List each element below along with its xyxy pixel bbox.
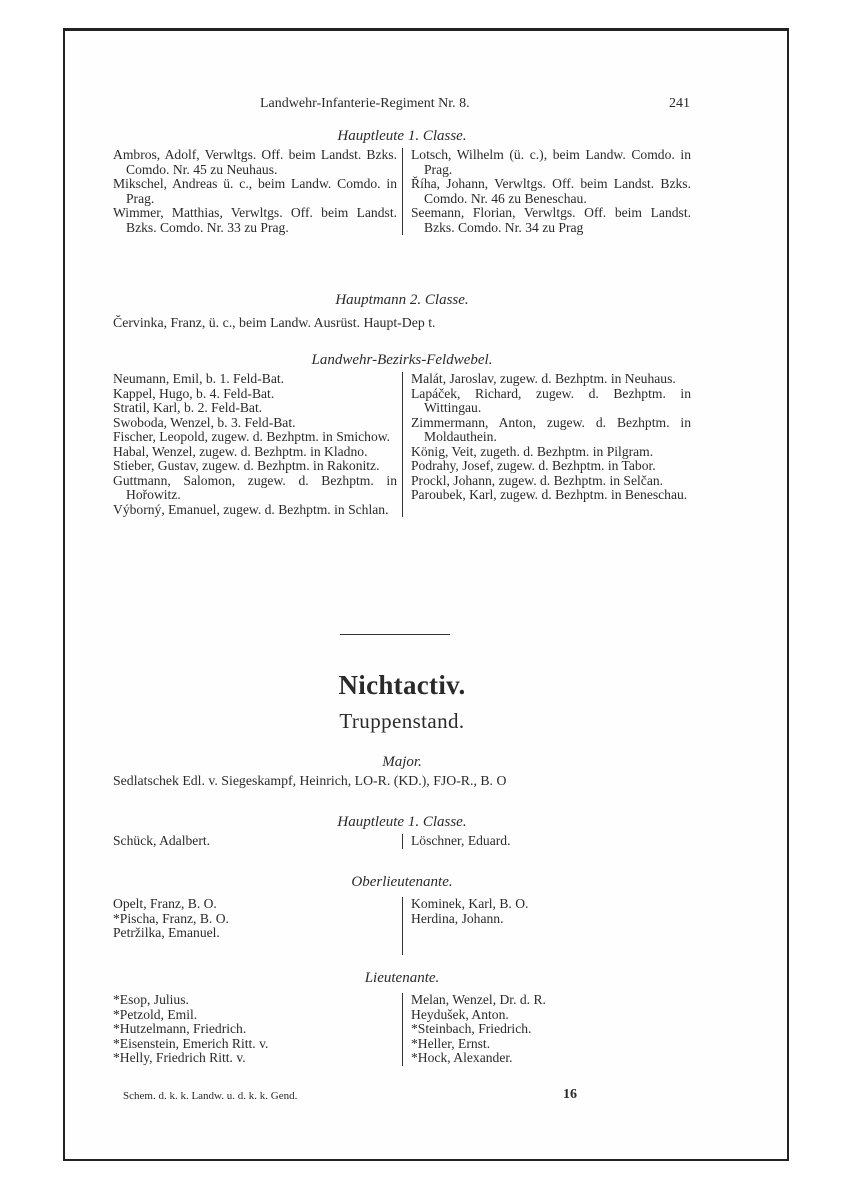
list-item: Löschner, Eduard. xyxy=(411,833,511,848)
list-item: *Heller, Ernst. xyxy=(411,1035,491,1051)
list-item: Lapáček, Richard, zugew. d. Bezhptm. in Wittingau. xyxy=(411,385,691,415)
page-number: 241 xyxy=(669,96,690,111)
list-item: *Esop, Julius. xyxy=(113,992,189,1007)
list-item: Červinka, Franz, ü. c., beim Landw. Ausrüst. Haupt-Dep t. xyxy=(113,315,436,330)
list-item: Swoboda, Wenzel, b. 3. Feld-Bat. xyxy=(113,414,296,430)
list-item: Mikschel, Andreas ü. c., beim Landw. Comdo. in Prag. xyxy=(113,176,397,206)
right-column xyxy=(402,372,691,517)
section-major xyxy=(113,754,691,789)
section-heading: Hauptleute 1. Classe. xyxy=(337,128,467,144)
list-item: Kominek, Karl, B. O. xyxy=(411,896,529,911)
list-item: Schück, Adalbert. xyxy=(113,833,211,848)
right-column xyxy=(402,897,691,955)
list-item: *Hock, Alexander. xyxy=(411,1050,513,1065)
section-heading: Major. xyxy=(382,754,422,770)
list-item: Zimmermann, Anton, zugew. d. Bezhptm. in Moldauthein. xyxy=(411,414,691,444)
list-item: Habal, Wenzel, zugew. d. Bezhptm. in Kladno. xyxy=(113,443,368,459)
section-heading: Hauptleute 1. Classe. xyxy=(337,814,467,830)
section-nichtactiv xyxy=(113,670,691,734)
list-item: *Eisenstein, Emerich Ritt. v. xyxy=(113,1035,269,1051)
list-item: Heydušek, Anton. xyxy=(411,1006,509,1022)
list-item: Seemann, Florian, Verwltgs. Off. beim Landst. Bzks. Comdo. Nr. 34 zu Prag xyxy=(411,205,691,235)
list-item: Neumann, Emil, b. 1. Feld-Bat. xyxy=(113,371,285,386)
list-item: Opelt, Franz, B. O. xyxy=(113,896,217,911)
list-item: Paroubek, Karl, zugew. d. Bezhptm. in Beneschau. xyxy=(411,487,688,502)
divider xyxy=(340,634,450,635)
list-item: Guttmann, Salomon, zugew. d. Bezhptm. in Hořowitz. xyxy=(113,472,397,502)
list-item: Sedlatschek Edl. v. Siegeskampf, Heinrich, LO-R. (KD.), FJO-R., B. O xyxy=(113,773,507,788)
left-column xyxy=(113,834,402,849)
section-heading: Hauptmann 2. Classe. xyxy=(335,292,469,308)
list-item: Ambros, Adolf, Verwltgs. Off. beim Landst. Bzks. Comdo. Nr. 45 zu Neuhaus. xyxy=(113,147,397,177)
list-item: Fischer, Leopold, zugew. d. Bezhptm. in Smichow. xyxy=(113,429,391,444)
list-item: Výborný, Emanuel, zugew. d. Bezhptm. in Schlan. xyxy=(113,501,389,517)
list-item: Podrahy, Josef, zugew. d. Bezhptm. in Tabor. xyxy=(411,458,656,473)
footer-signature: Schem. d. k. k. Landw. u. d. k. k. Gend. xyxy=(123,1090,298,1102)
list-item: Prockl, Johann, zugew. d. Bezhptm. in Selčan. xyxy=(411,472,664,488)
list-item: Kappel, Hugo, b. 4. Feld-Bat. xyxy=(113,385,275,401)
section-oberlieutenante xyxy=(113,874,691,955)
list-item: Říha, Johann, Verwltgs. Off. beim Landst. Bzks. Comdo. Nr. 46 zu Beneschau. xyxy=(411,176,691,206)
list-item: *Helly, Friedrich Ritt. v. xyxy=(113,1050,246,1065)
section-heading: Oberlieutenante. xyxy=(351,874,453,890)
footer-sheet-number: 16 xyxy=(563,1087,577,1102)
list-item: *Hutzelmann, Friedrich. xyxy=(113,1021,247,1036)
section-heading: Lieutenante. xyxy=(364,970,440,986)
right-column xyxy=(402,834,691,849)
list-item: Petržilka, Emanuel. xyxy=(113,925,220,940)
section-lieutenante xyxy=(113,970,691,1066)
section-subtitle: Truppenstand. xyxy=(339,709,465,733)
left-column xyxy=(113,372,402,517)
section-heading: Landwehr-Bezirks-Feldwebel. xyxy=(311,352,493,368)
list-item: Stratil, Karl, b. 2. Feld-Bat. xyxy=(113,400,263,415)
section-hauptleute-1 xyxy=(113,128,691,235)
right-column xyxy=(402,148,691,235)
section-feldwebel xyxy=(113,352,691,517)
left-column xyxy=(113,897,402,955)
list-item: Wimmer, Matthias, Verwltgs. Off. beim Landst. Bzks. Comdo. Nr. 33 zu Prag. xyxy=(113,205,397,235)
list-item: *Pischa, Franz, B. O. xyxy=(113,910,229,926)
list-item: König, Veit, zugeth. d. Bezhptm. in Pilgram. xyxy=(411,443,654,459)
list-item: Lotsch, Wilhelm (ü. c.), beim Landw. Comdo. in Prag. xyxy=(411,147,691,177)
left-column xyxy=(113,993,402,1066)
list-item: Herdina, Johann. xyxy=(411,910,504,926)
list-item: *Petzold, Emil. xyxy=(113,1006,198,1022)
list-item: Melan, Wenzel, Dr. d. R. xyxy=(411,992,546,1007)
section-hauptleute-nichtactiv xyxy=(113,814,691,849)
list-item: Stieber, Gustav, zugew. d. Bezhptm. in Rakonitz. xyxy=(113,458,380,473)
header-title: Landwehr-Infanterie-Regiment Nr. 8. xyxy=(260,96,470,111)
section-title: Nichtactiv. xyxy=(338,670,466,700)
section-hauptmann-2 xyxy=(113,292,691,331)
list-item: Malát, Jaroslav, zugew. d. Bezhptm. in Neuhaus. xyxy=(411,371,676,386)
right-column xyxy=(402,993,691,1066)
list-item: *Steinbach, Friedrich. xyxy=(411,1021,532,1036)
left-column xyxy=(113,148,402,235)
